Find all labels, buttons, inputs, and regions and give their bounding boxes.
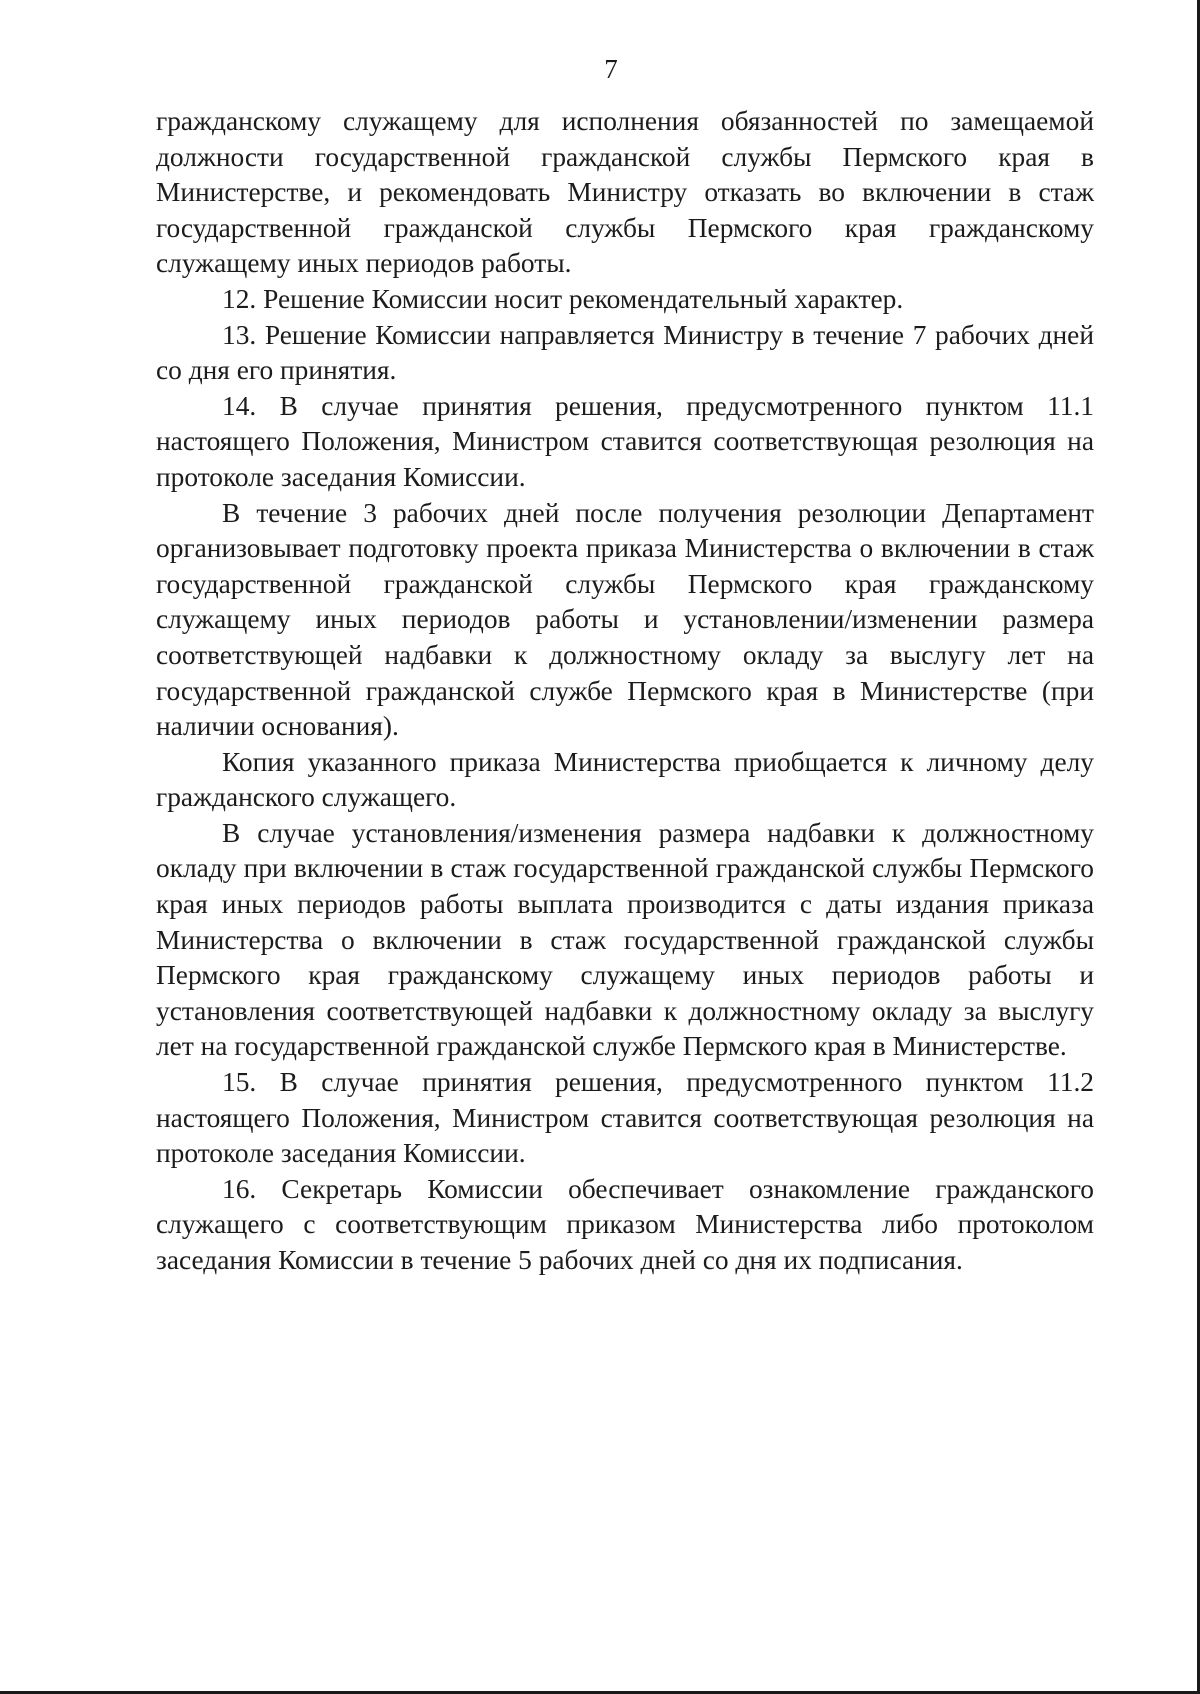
- paragraph-order-copy: Копия указанного приказа Министерства приобщается к личному делу гражданского служащего.: [156, 746, 1094, 813]
- paragraph-department-order: В течение 3 рабочих дней после получения резолюции Департамент организовывает подготовку проекта приказа Министерства о включении в стаж государственной гражданской службы Пермского края гражданскому служащему иных периодов работы и установлении/изменении размера соответствующей надбавки к должностному окладу за выслугу лет на государственной гражданской службе Пермского края в Министерстве (при наличии основания).: [156, 497, 1094, 742]
- paragraph-item-12: 12. Решение Комиссии носит рекомендательный характер.: [222, 283, 904, 314]
- paragraph-payment: В случае установления/изменения размера надбавки к должностному окладу при включении в стаж государственной гражданской службы Пермского края иных периодов работы выплата производится с даты издания приказа Министерства о включении в стаж государственной гражданской службы Пермского края гражданскому служащему иных периодов работы и установления соответствующей надбавки к должностному окладу за выслугу лет на государственной гражданской службе Пермского края в Министерстве.: [156, 817, 1094, 1062]
- paragraph-item-15: 15. В случае принятия решения, предусмотренного пунктом 11.2 настоящего Положения, Министром ставится соответствующая резолюция на протоколе заседания Комиссии.: [156, 1067, 1094, 1169]
- paragraph-item-14: 14. В случае принятия решения, предусмотренного пунктом 11.1 настоящего Положения, Министром ставится соответствующая резолюция на протоколе заседания Комиссии.: [156, 390, 1094, 492]
- paragraph-item-13: 13. Решение Комиссии направляется Министру в течение 7 рабочих дней со дня его принятия.: [156, 319, 1094, 386]
- document-body: [156, 104, 1094, 1279]
- paragraph-item-16: 16. Секретарь Комиссии обеспечивает ознакомление гражданского служащего с соответствующим приказом Министерства либо протоколом заседания Комиссии в течение 5 рабочих дней со дня их подписания.: [156, 1173, 1094, 1275]
- page-number: 7: [604, 54, 618, 84]
- paragraph-continuation: гражданскому служащему для исполнения обязанностей по замещаемой должности государственной гражданской службы Пермского края в Министерстве, и рекомендовать Министру отказать во включении в стаж государственной гражданской службы Пермского края гражданскому служащему иных периодов работы.: [156, 106, 1094, 279]
